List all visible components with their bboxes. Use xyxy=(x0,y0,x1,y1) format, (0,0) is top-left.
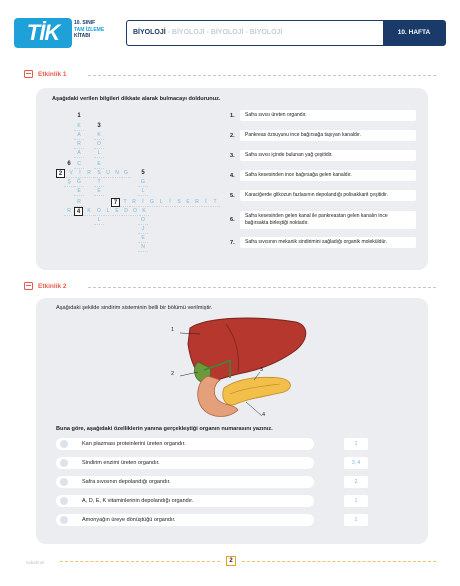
grid-cell: R xyxy=(84,169,94,178)
bullet-icon xyxy=(60,440,68,448)
bullet-icon xyxy=(60,497,68,505)
divider xyxy=(88,287,436,288)
clue-number-box: 4 xyxy=(74,207,83,216)
grid-cell: N xyxy=(112,169,122,178)
page-header xyxy=(14,18,446,48)
answer-row-text: A, D, E, K vitaminlerinin depolandığı organdır. xyxy=(82,498,194,504)
clue-number: 3 xyxy=(97,123,101,129)
clue-item-text: Safra sıvısı üreten organdır. xyxy=(240,110,416,121)
grid-cell: L xyxy=(103,207,113,216)
answer-row xyxy=(56,438,314,450)
figure-label-2: 2 xyxy=(171,371,175,377)
grid-cell: G xyxy=(138,178,148,187)
grid-cell: V xyxy=(66,169,76,178)
book-info xyxy=(74,20,124,40)
grid-cell: S xyxy=(94,169,104,178)
grid-cell: L xyxy=(94,149,104,158)
clue-item-number: 7. xyxy=(230,240,235,246)
figure-label-4: 4 xyxy=(262,412,266,418)
grid-cell: İ xyxy=(138,198,148,207)
activity-2-label: Etkinlik 2 xyxy=(38,283,67,290)
answer-field[interactable]: 1 xyxy=(344,495,368,507)
grid-cell: İ xyxy=(75,169,85,178)
grid-cell: E xyxy=(74,187,84,196)
grid-cell: O xyxy=(94,207,104,216)
grid-cell: E xyxy=(94,187,104,196)
footer-divider xyxy=(60,561,220,562)
grid-cell: Ş xyxy=(64,178,74,187)
grid-cell: L xyxy=(156,198,166,207)
grid-cell: D xyxy=(121,207,131,216)
week-badge: 10. HAFTA xyxy=(383,21,445,45)
grid-cell: T xyxy=(210,198,220,207)
subject-faded: - BİYOLOJİ - BİYOLOJİ - BİYOLOJİ xyxy=(165,29,283,36)
grid-cell: L xyxy=(138,187,148,196)
grid-cell: E xyxy=(138,234,148,243)
grid-cell: R xyxy=(74,198,84,207)
grid-cell: T xyxy=(120,198,130,207)
grid-cell: O xyxy=(130,207,140,216)
callout-line xyxy=(246,402,262,416)
activity-2-question: Buna göre, aşağıdaki özelliklerin yanına gerçekleştiği organın numarasını yazınız. xyxy=(56,426,273,432)
figure-label-3: 3 xyxy=(260,367,264,373)
clue-item-number: 2. xyxy=(230,133,235,139)
grid-cell: İ xyxy=(201,198,211,207)
grid-cell: N xyxy=(138,243,148,252)
answer-field[interactable]: 1 xyxy=(344,514,368,526)
bullet-icon xyxy=(60,516,68,524)
bullet-icon xyxy=(60,478,68,486)
grid-cell: R xyxy=(192,198,202,207)
page-number: 2 xyxy=(226,556,236,566)
grid-cell: A xyxy=(74,149,84,158)
clue-number: 6 xyxy=(67,161,71,167)
clue-item-text: Safra sıvısı içinde bulunan yağ çeşitidir. xyxy=(240,150,416,161)
digestive-organs-figure xyxy=(168,314,318,422)
activity-2-intro: Aşağıdaki şekilde sindirim sisteminin belli bir bölümü verilmiştir. xyxy=(56,305,213,311)
grid-cell: İ xyxy=(165,198,175,207)
answer-row xyxy=(56,514,314,526)
grid-cell: E xyxy=(112,207,122,216)
calendar-icon xyxy=(24,282,33,290)
answer-row xyxy=(56,476,314,488)
clue-item-number: 3. xyxy=(230,153,235,159)
footer-brand: sabahnet xyxy=(26,560,45,565)
clue-item-text: Pankreas özsuyunu ince bağırsağa taşıyan kanaldır. xyxy=(240,130,416,141)
subject-bar xyxy=(126,20,446,46)
clue-item-number: 4. xyxy=(230,173,235,179)
clue-number: 5 xyxy=(141,170,145,176)
calendar-icon xyxy=(24,70,33,78)
clue-number: 1 xyxy=(77,113,81,119)
grid-cell: G xyxy=(121,169,131,178)
answer-field[interactable]: 3, 4 xyxy=(344,457,368,469)
grid-cell: T xyxy=(94,178,104,187)
footer-divider xyxy=(242,561,436,562)
answer-field[interactable]: 2 xyxy=(344,476,368,488)
answer-row xyxy=(56,495,314,507)
activity-1-instruction: Aşağıdaki verilen bilgileri dikkate alarak bulmacayı doldurunuz. xyxy=(52,96,221,102)
figure-label-1: 1 xyxy=(171,327,175,333)
grade-label: 10. SINIF xyxy=(74,20,96,26)
clue-number-box: 2 xyxy=(56,169,65,178)
grid-cell: L xyxy=(94,216,104,225)
grid-cell: R xyxy=(74,140,84,149)
clue-item-number: 5. xyxy=(230,193,235,199)
clue-item-number: 6. xyxy=(230,217,235,223)
grid-cell: O xyxy=(94,140,104,149)
grid-cell: O xyxy=(138,216,148,225)
tik-logo: TİK xyxy=(14,18,72,48)
clue-number-box: 7 xyxy=(111,198,120,207)
grid-cell: K xyxy=(84,207,94,216)
grid-cell: U xyxy=(103,169,113,178)
grid-cell: E xyxy=(94,160,104,169)
series-line-1: TAM İZLEME xyxy=(74,26,105,33)
answer-row-text: Kan plazması proteinlerini üreten organdır. xyxy=(82,441,186,447)
clue-item-text: Safra sıvısının mekanik sindirimini sağladığı organik moleküldür. xyxy=(240,237,416,248)
answer-row-text: Safra sıvısının depolandığı organdır. xyxy=(82,479,171,485)
grid-cell: J xyxy=(138,225,148,234)
series-line-2: KİTABI xyxy=(74,33,91,39)
grid-cell: R xyxy=(64,207,74,216)
answer-row-text: Sindirim enzimi üreten organdır. xyxy=(82,460,160,466)
divider xyxy=(88,75,436,76)
grid-cell: E xyxy=(183,198,193,207)
grid-cell: R xyxy=(129,198,139,207)
grid-cell: S xyxy=(174,198,184,207)
subject-title xyxy=(133,29,282,36)
answer-row-text: Amonyağın üreye dönüştüğü organdır. xyxy=(82,517,176,523)
clue-item-number: 1. xyxy=(230,113,235,119)
activity-1-label: Etkinlik 1 xyxy=(38,71,67,78)
grid-cell: C xyxy=(74,160,84,169)
grid-cell: K xyxy=(94,131,104,140)
grid-cell: A xyxy=(74,131,84,140)
answer-field[interactable]: 1 xyxy=(344,438,368,450)
grid-cell: K xyxy=(139,207,149,216)
answer-row xyxy=(56,457,314,469)
grid-cell: K xyxy=(74,122,84,131)
grid-cell: Ğ xyxy=(74,178,84,187)
grid-cell: G xyxy=(147,198,157,207)
subject-label: BİYOLOJİ xyxy=(133,29,166,36)
clue-item-text: Safra kesesinden ince bağırsağa gelen kanaldır. xyxy=(240,170,416,181)
clue-item-text: Karaciğerde glikozun fazlasının depolandığı polisakkarit çeşitidir. xyxy=(240,190,416,201)
clue-item-text: Safra kesesinden gelen kanal ile pankreastan gelen kanalın ince bağırsakta birleştiği noktadır. xyxy=(240,211,416,229)
bullet-icon xyxy=(60,459,68,467)
